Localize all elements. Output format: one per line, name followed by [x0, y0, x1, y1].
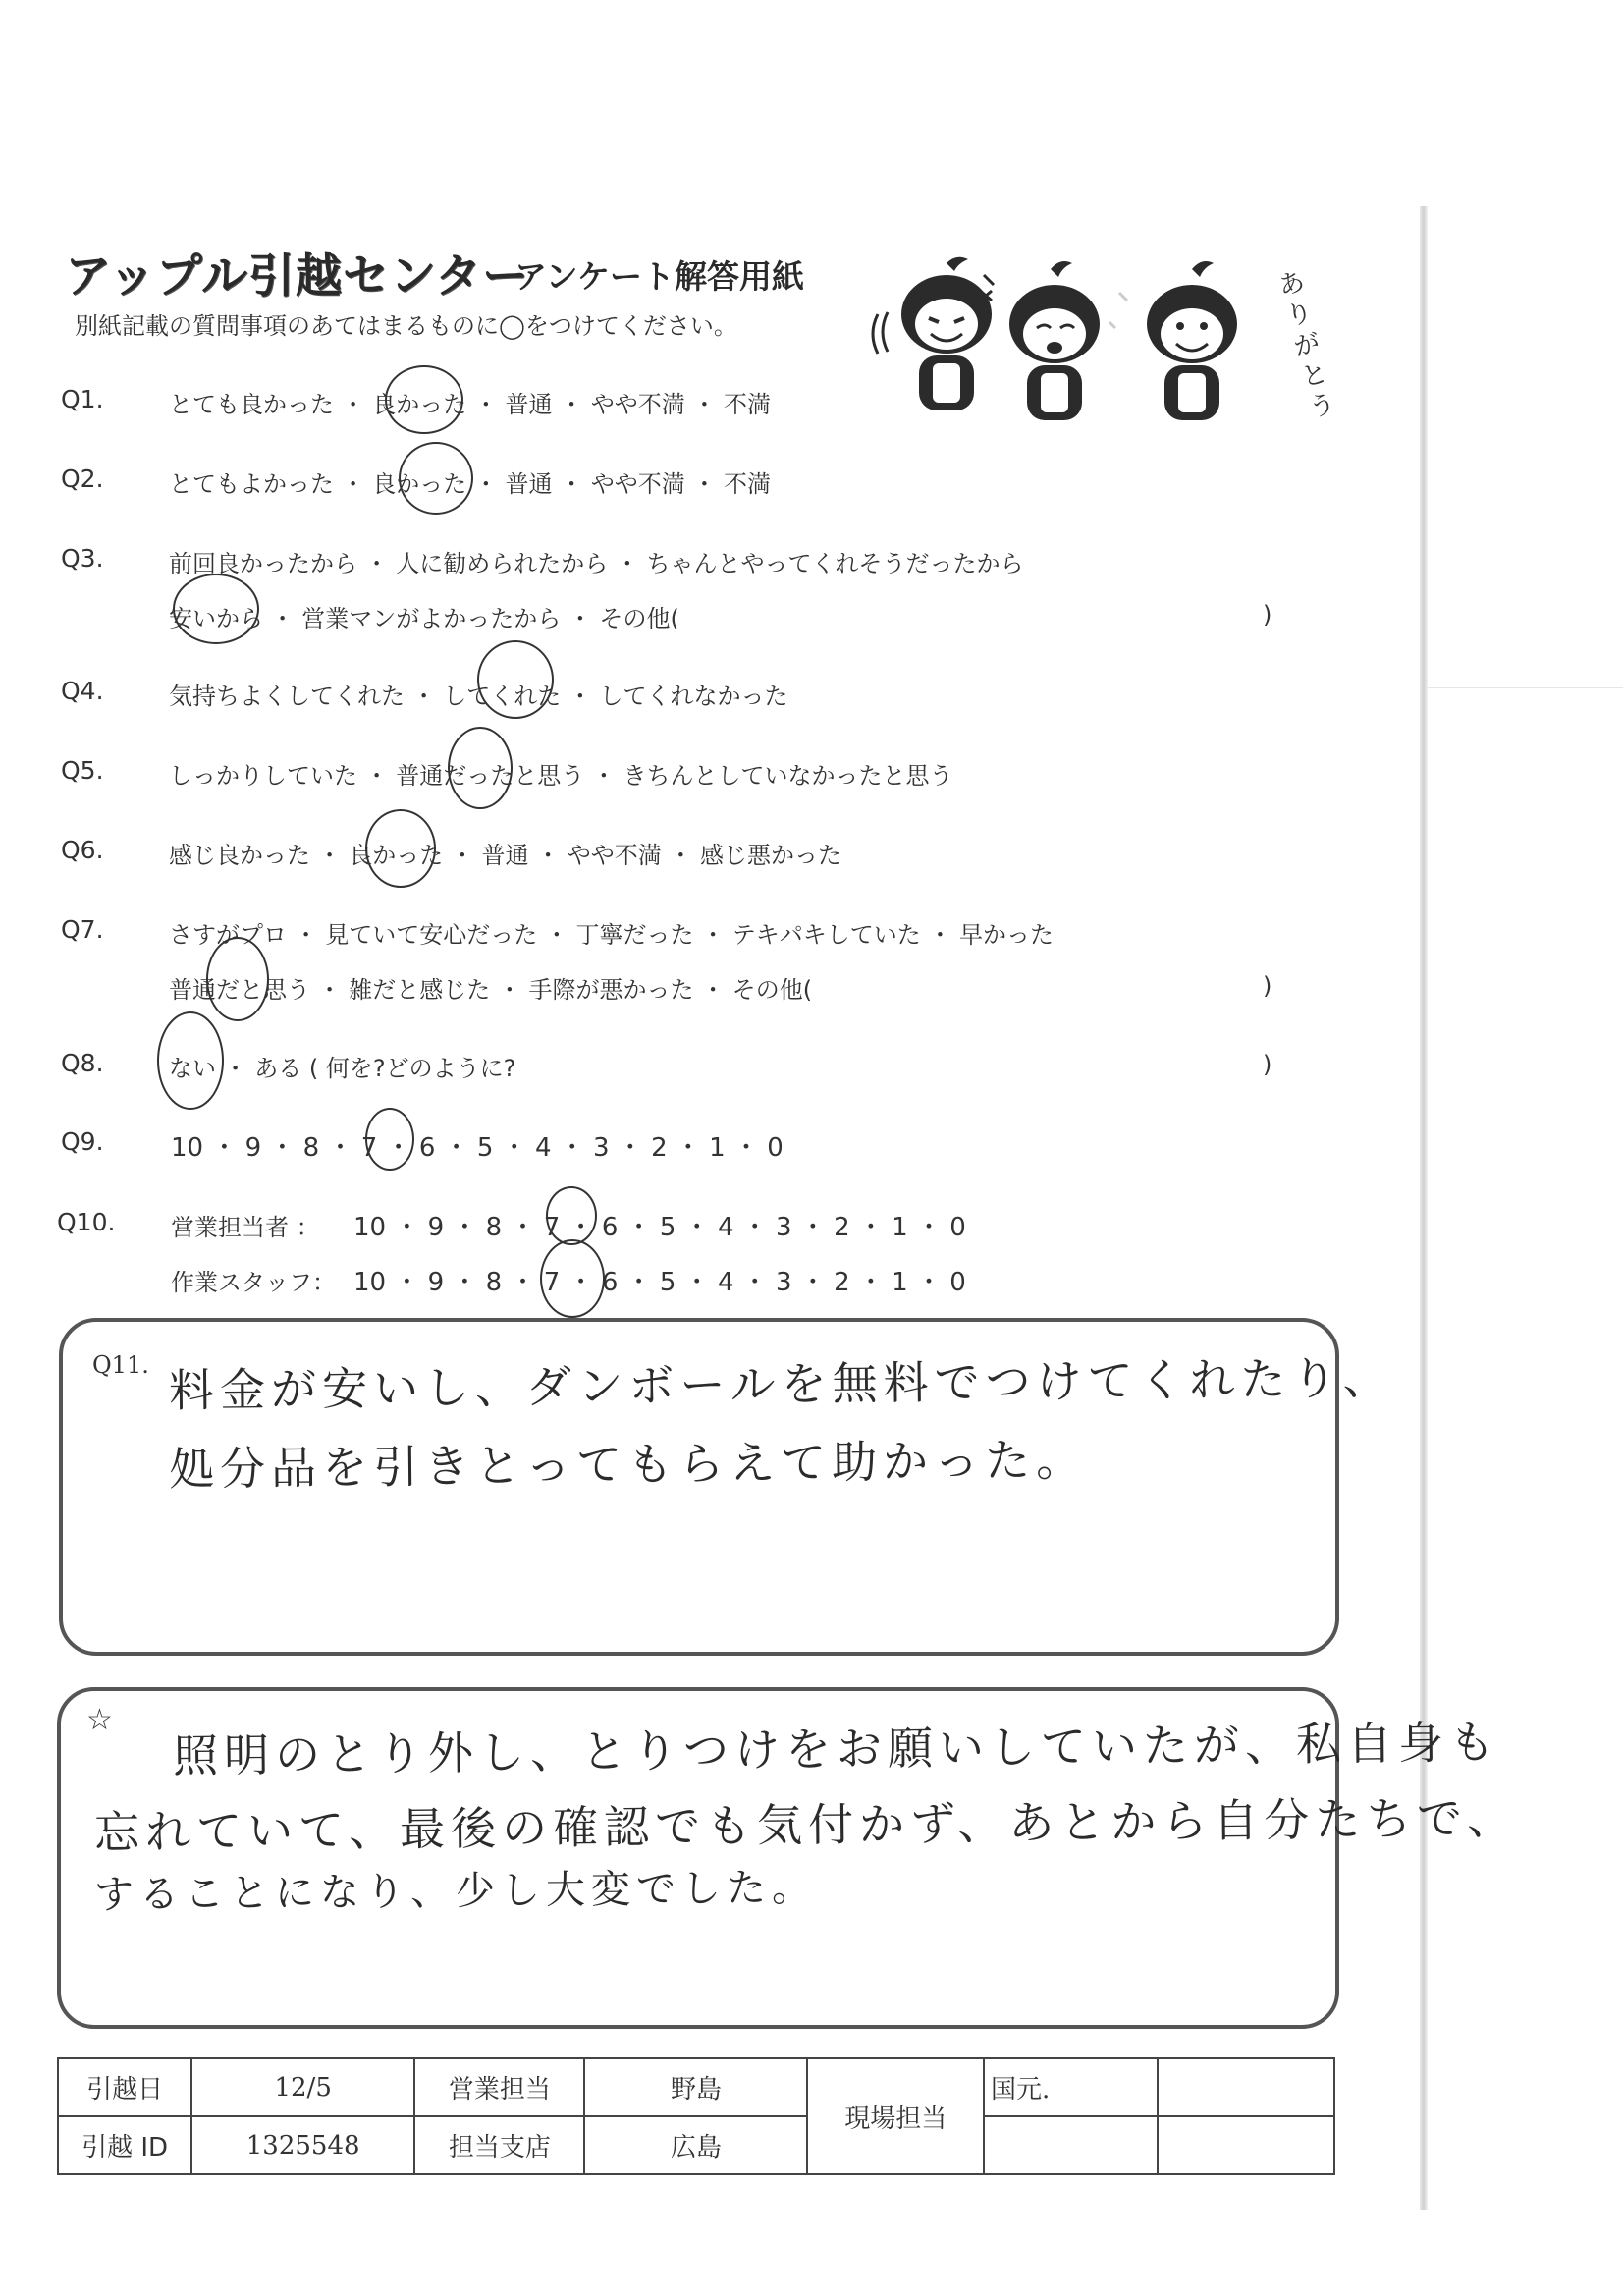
thanks-text: ありがとう — [1275, 266, 1338, 424]
branch-label: 担当支店 — [414, 2116, 584, 2174]
q1-options: とても良かった ・ 良かった ・ 普通 ・ やや不満 ・ 不満 — [169, 391, 772, 418]
q3-number: Q3. — [61, 544, 104, 573]
q8-close-paren: ) — [1263, 1051, 1272, 1078]
q5-number: Q5. — [61, 756, 104, 785]
star-comment-line2: 忘れていて、最後の確認でも気付かず、あとから自分たちで、 — [93, 1790, 1519, 1859]
q10-sales-label: 営業担当者 ： — [171, 1214, 320, 1241]
q3-options-line1: 前回良かったから ・ 人に勧められたから ・ ちゃんとやってくれそうだったから — [169, 550, 1024, 577]
q10-sales-scale: 10 ・ 9 ・ 8 ・ 7 ・ 6 ・ 5 ・ 4 ・ 3 ・ 2 ・ 1 ・ 0 — [353, 1213, 966, 1242]
q9-scale: 10 ・ 9 ・ 8 ・ 7 ・ 6 ・ 5 ・ 4 ・ 3 ・ 2 ・ 1 ・ 0 — [171, 1133, 784, 1163]
move-id-label: 引越 ID — [58, 2116, 191, 2174]
q11-comment-line2: 処分品を引きとってもらえて助かった。 — [168, 1433, 1088, 1496]
instruction-text: 別紙記載の質問事項のあてはまるものに◯をつけてください。 — [75, 312, 737, 340]
q6-selection-circle — [365, 809, 436, 888]
page-edge-line — [1428, 687, 1623, 688]
monkey-icon — [1109, 261, 1237, 420]
q8-selection-circle — [157, 1011, 224, 1110]
mascot-illustration — [868, 253, 1329, 430]
move-date-label: 引越日 — [58, 2058, 191, 2116]
q10-staff-scale: 10 ・ 9 ・ 8 ・ 7 ・ 6 ・ 5 ・ 4 ・ 3 ・ 2 ・ 1 ・ 0 — [353, 1268, 966, 1297]
company-name: アップル引越センター — [65, 249, 529, 303]
site-staff-value: 国元. — [984, 2058, 1158, 2116]
q5-options: しっかりしていた ・ 普通だったと思う ・ きちんとしていなかったと思う — [169, 762, 953, 790]
star-comment-line1: 照明のとり外し、とりつけをお願いしていたが、私自身も — [172, 1715, 1501, 1782]
branch-value: 広島 — [584, 2116, 807, 2174]
empty-cell — [1158, 2058, 1334, 2116]
q7-selection-circle — [206, 937, 269, 1021]
q10-number: Q10. — [57, 1208, 116, 1236]
q3-selection-circle — [173, 574, 259, 644]
move-info-table — [57, 2057, 1335, 2175]
q4-options: 気持ちよくしてくれた ・ してくれた ・ してくれなかった — [169, 683, 788, 710]
q11-comment-line1: 料金が安いし、ダンボールを無料でつけてくれたり、 — [168, 1350, 1394, 1417]
q7-options-line2: 普通だと思う ・ 雑だと感じた ・ 手際が悪かった ・ その他( — [169, 976, 813, 1004]
q2-number: Q2. — [61, 465, 104, 493]
monkey-icon — [978, 261, 1100, 420]
q3-close-paren: ) — [1263, 601, 1272, 629]
site-staff-label: 現場担当 — [807, 2058, 984, 2174]
q7-options-line1: さすがプロ ・ 見ていて安心だった ・ 丁寧だった ・ テキパキしていた ・ 早かった — [169, 921, 1055, 949]
sales-rep-label: 営業担当 — [414, 2058, 584, 2116]
move-date-value: 12/5 — [191, 2058, 414, 2116]
star-comment-line3: することになり、少し大変でした。 — [93, 1865, 818, 1918]
q4-selection-circle — [477, 640, 554, 719]
q9-selection-circle — [365, 1108, 414, 1171]
q1-selection-circle — [385, 365, 463, 434]
q7-number: Q7. — [61, 915, 104, 944]
q3-options-line2: 安いから ・ 営業マンがよかったから ・ その他( — [169, 605, 679, 632]
q5-selection-circle — [448, 727, 513, 809]
q10-staff-selection-circle — [540, 1239, 605, 1318]
form-title: アンケート解答用紙 — [514, 257, 805, 296]
q10-sales-selection-circle — [546, 1186, 597, 1245]
empty-cell — [1158, 2116, 1334, 2174]
q2-selection-circle — [399, 442, 473, 515]
empty-cell — [984, 2116, 1158, 2174]
star-label: ☆ — [86, 1703, 113, 1737]
q11-label: Q11. — [92, 1351, 149, 1379]
q6-options: 感じ良かった ・ 良かった ・ 普通 ・ やや不満 ・ 感じ悪かった — [169, 842, 842, 869]
q6-number: Q6. — [61, 836, 104, 864]
page-edge — [1420, 206, 1428, 2210]
q7-close-paren: ) — [1263, 972, 1272, 1000]
q2-options: とてもよかった ・ 良かった ・ 普通 ・ やや不満 ・ 不満 — [169, 470, 772, 498]
q1-number: Q1. — [61, 385, 104, 413]
q9-number: Q9. — [61, 1127, 104, 1156]
q4-number: Q4. — [61, 677, 104, 705]
q10-staff-label: 作業スタッフ： — [171, 1269, 336, 1296]
sales-rep-value: 野島 — [584, 2058, 807, 2116]
q8-options: ない ・ ある ( 何を?どのように? — [169, 1055, 516, 1082]
move-id-value: 1325548 — [191, 2116, 414, 2174]
monkey-icon — [873, 257, 992, 410]
q8-number: Q8. — [61, 1049, 104, 1077]
